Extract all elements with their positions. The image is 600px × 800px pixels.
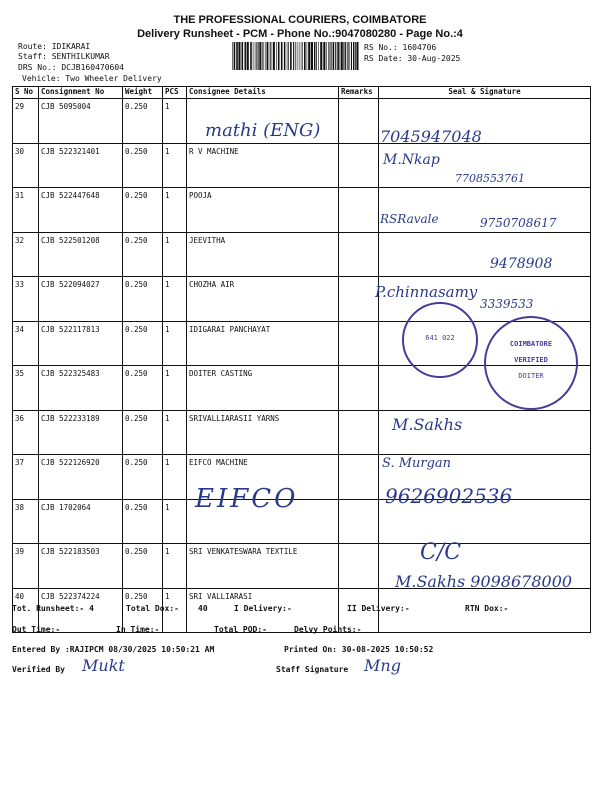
row-consignee: SRIVALLIARASII YARNS [187,410,339,455]
total-pod: Total POD:- [214,625,267,634]
row-consignment-no: CJB 5095004 [39,99,123,144]
verified-by-signature: Mukt [82,656,125,675]
handwriting-sakhs: M.Sakhs [392,415,463,434]
row-seal-signature [379,232,591,277]
header-consignee-details: Consignee Details [187,87,339,99]
row-consignment-no: CJB 522501208 [39,232,123,277]
row-remarks [339,232,379,277]
row-pcs: 1 [163,588,187,633]
row-weight: 0.250 [123,188,163,233]
route-label: Route: IDIKARAI [18,42,91,51]
handwriting-nkap: M.Nkap [383,152,440,168]
row-weight: 0.250 [123,544,163,589]
row-consignee: IDIGARAI PANCHAYAT [187,321,339,366]
handwriting-phone-2: 7708553761 [455,172,525,185]
row-consignee: CHOZHA AIR [187,277,339,322]
row-consignee: SRI VALLIARASI [187,588,339,633]
row-pcs: 1 [163,455,187,500]
verified-seal-stamp [484,316,578,410]
row-consignee: EIFCO MACHINE [187,455,339,500]
seal-pincode: 641 022 [425,334,455,342]
row-consignee: JEEVITHA [187,232,339,277]
row-sno: 29 [13,99,39,144]
handwriting-phone-6: 9626902536 [385,484,513,508]
i-delivery: I Delivery:- [234,604,292,613]
row-sno: 34 [13,321,39,366]
row-sno: 40 [13,588,39,633]
vehicle-label: Vehicle: Two Wheeler Delivery [22,74,162,83]
row-sno: 30 [13,143,39,188]
row-consignment-no: CJB 522325483 [39,366,123,411]
total-dox-value: 40 [198,604,208,613]
rs-date-label: RS Date: 30-Aug-2025 [364,54,461,63]
row-pcs: 1 [163,277,187,322]
row-weight: 0.250 [123,499,163,544]
row-weight: 0.250 [123,410,163,455]
handwriting-phone-4: 9478908 [490,256,553,272]
row-remarks [339,277,379,322]
row-consignment-no: CJB 522117813 [39,321,123,366]
round-seal-stamp [402,302,478,378]
rtn-dox: RTN Dox:- [465,604,509,613]
row-consignment-no: CJB 522126920 [39,455,123,500]
handwriting-phone-5: 3339533 [480,297,534,311]
row-consignee: DOITER CASTING [187,366,339,411]
staff-signature-label: Staff Signature [276,665,349,674]
header-sno: S No [13,87,39,99]
row-sno: 36 [13,410,39,455]
table-header-row [13,87,591,99]
out-time: Out Time:- [12,625,61,634]
row-sno: 37 [13,455,39,500]
delvy-points: Delvy Points:- [294,625,362,634]
row-pcs: 1 [163,410,187,455]
printed-on: Printed On: 30-08-2025 10:50:52 [284,645,434,654]
header-pcs: PCS [163,87,187,99]
row-consignment-no: CJB 522183503 [39,544,123,589]
row-sno: 33 [13,277,39,322]
row-sno: 31 [13,188,39,233]
row-remarks [339,366,379,411]
row-remarks [339,321,379,366]
row-consignment-no: CJB 522321401 [39,143,123,188]
handwriting-ravale: RSRavale [380,212,439,226]
row-pcs: 1 [163,188,187,233]
row-consignee: POOJA [187,188,339,233]
row-consignee: SRI VENKATESWARA TEXTILE [187,544,339,589]
barcode-image [232,42,360,70]
row-consignment-no: CJB 522447648 [39,188,123,233]
row-consignment-no: CJB 522233189 [39,410,123,455]
row-remarks [339,99,379,144]
row-remarks [339,410,379,455]
row-consignee: R V MACHINE [187,143,339,188]
seal-company: DOITER [518,372,544,380]
handwriting-phone-3: 9750708617 [480,216,557,230]
row-pcs: 1 [163,321,187,366]
handwriting-phone-1: 7045947048 [380,127,482,146]
header-weight: Weight [123,87,163,99]
runsheet-subtitle: Delivery Runsheet - PCM - Phone No.:9047080280 - Page No.:4 [137,28,463,40]
row-remarks [339,455,379,500]
row-sno: 35 [13,366,39,411]
row-consignment-no: CJB 1702064 [39,499,123,544]
header-seal-signature: Seal & Signature [379,87,591,99]
staff-signature: Mng [364,656,401,675]
table-row [13,410,591,455]
row-weight: 0.250 [123,588,163,633]
seal-city: COIMBATORE [509,340,553,348]
tot-runsheet: Tot. Runsheet:- 4 [12,604,94,613]
row-weight: 0.250 [123,366,163,411]
row-sno: 32 [13,232,39,277]
handwriting-eifco: EIFCO [195,484,299,514]
row-weight: 0.250 [123,232,163,277]
verified-by-label: Verified By [12,665,65,674]
ii-delivery: II Delivery:- [347,604,410,613]
header-consignment-no: Consignment No [39,87,123,99]
header-remarks: Remarks [339,87,379,99]
handwriting-sakhs-phone: M.Sakhs 9098678000 [395,572,573,591]
row-consignment-no: CJB 522374224 [39,588,123,633]
seal-verified: VERIFIED [514,356,548,364]
row-sno: 38 [13,499,39,544]
row-weight: 0.250 [123,99,163,144]
handwriting-mathi: mathi (ENG) [205,120,321,141]
row-remarks [339,499,379,544]
row-pcs: 1 [163,99,187,144]
row-weight: 0.250 [123,455,163,500]
entered-by: Entered By :RAJIPCM 08/30/2025 10:50:21 AM [12,645,215,654]
row-remarks [339,143,379,188]
row-pcs: 1 [163,143,187,188]
handwriting-murgan: S. Murgan [382,456,452,471]
row-pcs: 1 [163,232,187,277]
row-weight: 0.250 [123,143,163,188]
staff-label: Staff: SENTHILKUMAR [18,52,110,61]
handwriting-chinnasamy: P.chinnasamy [375,283,478,301]
row-sno: 39 [13,544,39,589]
row-remarks [339,544,379,589]
handwriting-cc: C/C [420,540,462,565]
row-pcs: 1 [163,544,187,589]
row-remarks [339,188,379,233]
row-weight: 0.250 [123,277,163,322]
row-weight: 0.250 [123,321,163,366]
rs-no-label: RS No.: 1604706 [364,43,437,52]
drs-label: DRS No.: DCJB160470604 [18,63,124,72]
row-pcs: 1 [163,366,187,411]
total-dox: Total Dox:- [126,604,179,613]
company-title: THE PROFESSIONAL COURIERS, COIMBATORE [173,14,427,26]
in-time: In Time:- [116,625,160,634]
row-consignment-no: CJB 522094027 [39,277,123,322]
row-pcs: 1 [163,499,187,544]
